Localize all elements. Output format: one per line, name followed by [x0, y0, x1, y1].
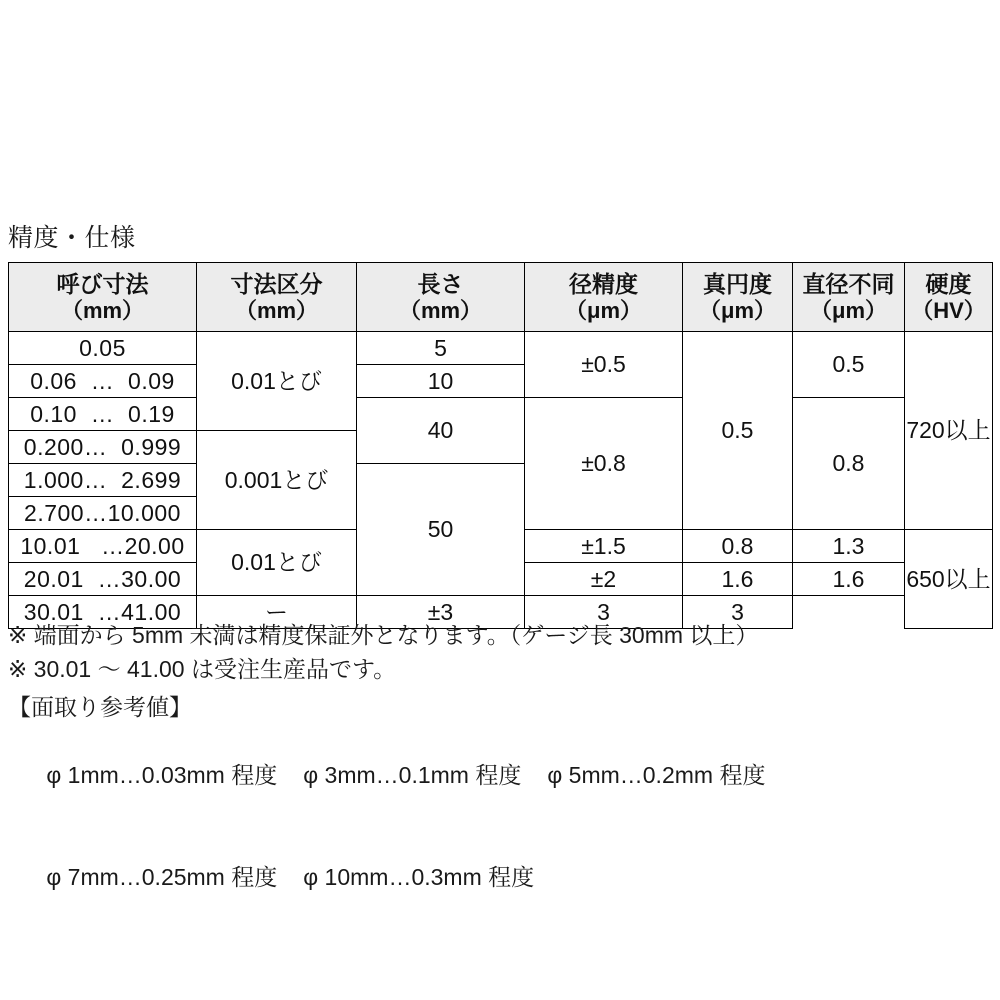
cell-division: 0.01とび: [197, 332, 357, 431]
note-made-to-order: ※ 30.01 ～ 41.00 は受注生産品です。: [8, 656, 397, 683]
column-header-length-unit: （mm）: [398, 297, 483, 323]
chamfer-reference-title: 【面取り参考値】: [8, 694, 192, 721]
table-row: [9, 398, 993, 431]
cell-length: 40: [357, 398, 525, 464]
cell-diameter-variation: 0.8: [793, 398, 905, 530]
cell-diameter-accuracy: ±1.5: [525, 530, 683, 563]
column-header-size-label: 呼び寸法: [56, 271, 149, 298]
column-header-hardness-unit: （HV）: [911, 297, 986, 323]
cell-length: 5: [357, 332, 525, 365]
chamfer-reference-line-2: [8, 826, 765, 928]
cell-size: 0.06 … 0.09: [9, 365, 197, 398]
chamfer-value-5mm: φ 5mm…0.2mm 程度: [547, 762, 766, 789]
column-header-roundness-label: 真円度: [703, 271, 772, 298]
cell-size: 20.01 …30.00: [9, 563, 197, 596]
column-header-roundness: [683, 263, 793, 332]
cell-division: 0.001とび: [197, 431, 357, 530]
cell-size: 10.01 …20.00: [9, 530, 197, 563]
cell-diameter-accuracy: ±2: [525, 563, 683, 596]
page-title: 精度・仕様: [8, 224, 136, 252]
column-header-diameter-accuracy-unit: （μm）: [564, 297, 643, 323]
column-header-hardness: [905, 263, 993, 332]
chamfer-value-7mm: φ 7mm…0.25mm 程度: [46, 864, 278, 891]
cell-size: 0.05: [9, 332, 197, 365]
column-header-diameter-accuracy: [525, 263, 683, 332]
cell-diameter-accuracy: ±0.8: [525, 398, 683, 530]
cell-size: 2.700…10.000: [9, 497, 197, 530]
note-accuracy-guarantee: ※ 端面から 5mm 未満は精度保証外となります。（ゲージ長 30mm 以上）: [8, 622, 759, 648]
column-header-diameter-variation-label: 直径不同: [802, 271, 895, 298]
cell-size: 0.10 … 0.19: [9, 398, 197, 431]
column-header-diameter-variation-unit: （μm）: [809, 297, 888, 323]
column-header-diameter-variation: [793, 263, 905, 332]
cell-diameter-accuracy: ±0.5: [525, 332, 683, 398]
column-header-size-unit: （mm）: [60, 297, 145, 323]
cell-diameter-accuracy: ±3: [357, 596, 525, 629]
column-header-diameter-accuracy-label: 径精度: [569, 271, 638, 298]
notes-block: [8, 618, 765, 928]
cell-size: 0.200… 0.999: [9, 431, 197, 464]
cell-length: 50: [357, 464, 525, 596]
column-header-size: [9, 263, 197, 332]
column-header-length-label: 長さ: [417, 271, 464, 298]
chamfer-value-10mm: φ 10mm…0.3mm 程度: [303, 864, 535, 891]
cell-roundness: 0.8: [683, 530, 793, 563]
cell-length: 10: [357, 365, 525, 398]
column-header-length: [357, 263, 525, 332]
cell-roundness: 3: [525, 596, 683, 629]
column-header-division: [197, 263, 357, 332]
chamfer-value-1mm: φ 1mm…0.03mm 程度: [46, 762, 278, 789]
column-header-roundness-unit: （μm）: [698, 297, 777, 323]
cell-diameter-variation: 1.6: [793, 563, 905, 596]
cell-diameter-variation: 1.3: [793, 530, 905, 563]
cell-roundness: 1.6: [683, 563, 793, 596]
cell-hardness: 650以上: [905, 530, 993, 629]
chamfer-reference-line-1: [8, 724, 765, 826]
cell-diameter-variation: 0.5: [793, 332, 905, 398]
cell-size: 30.01 …41.00: [9, 596, 197, 629]
column-header-hardness-label: 硬度: [925, 271, 972, 298]
column-header-division-label: 寸法区分: [230, 271, 323, 298]
cell-size: 1.000… 2.699: [9, 464, 197, 497]
cell-division: 0.01とび: [197, 530, 357, 596]
table-header-row: [9, 263, 993, 332]
column-header-division-unit: （mm）: [234, 297, 319, 323]
cell-roundness: 0.5: [683, 332, 793, 530]
cell-hardness: 720以上: [905, 332, 993, 530]
chamfer-value-3mm: φ 3mm…0.1mm 程度: [303, 762, 522, 789]
cell-diameter-variation: 3: [683, 596, 793, 629]
cell-division: ー: [197, 596, 357, 629]
specification-table: [8, 262, 993, 629]
table-row: [9, 332, 993, 365]
